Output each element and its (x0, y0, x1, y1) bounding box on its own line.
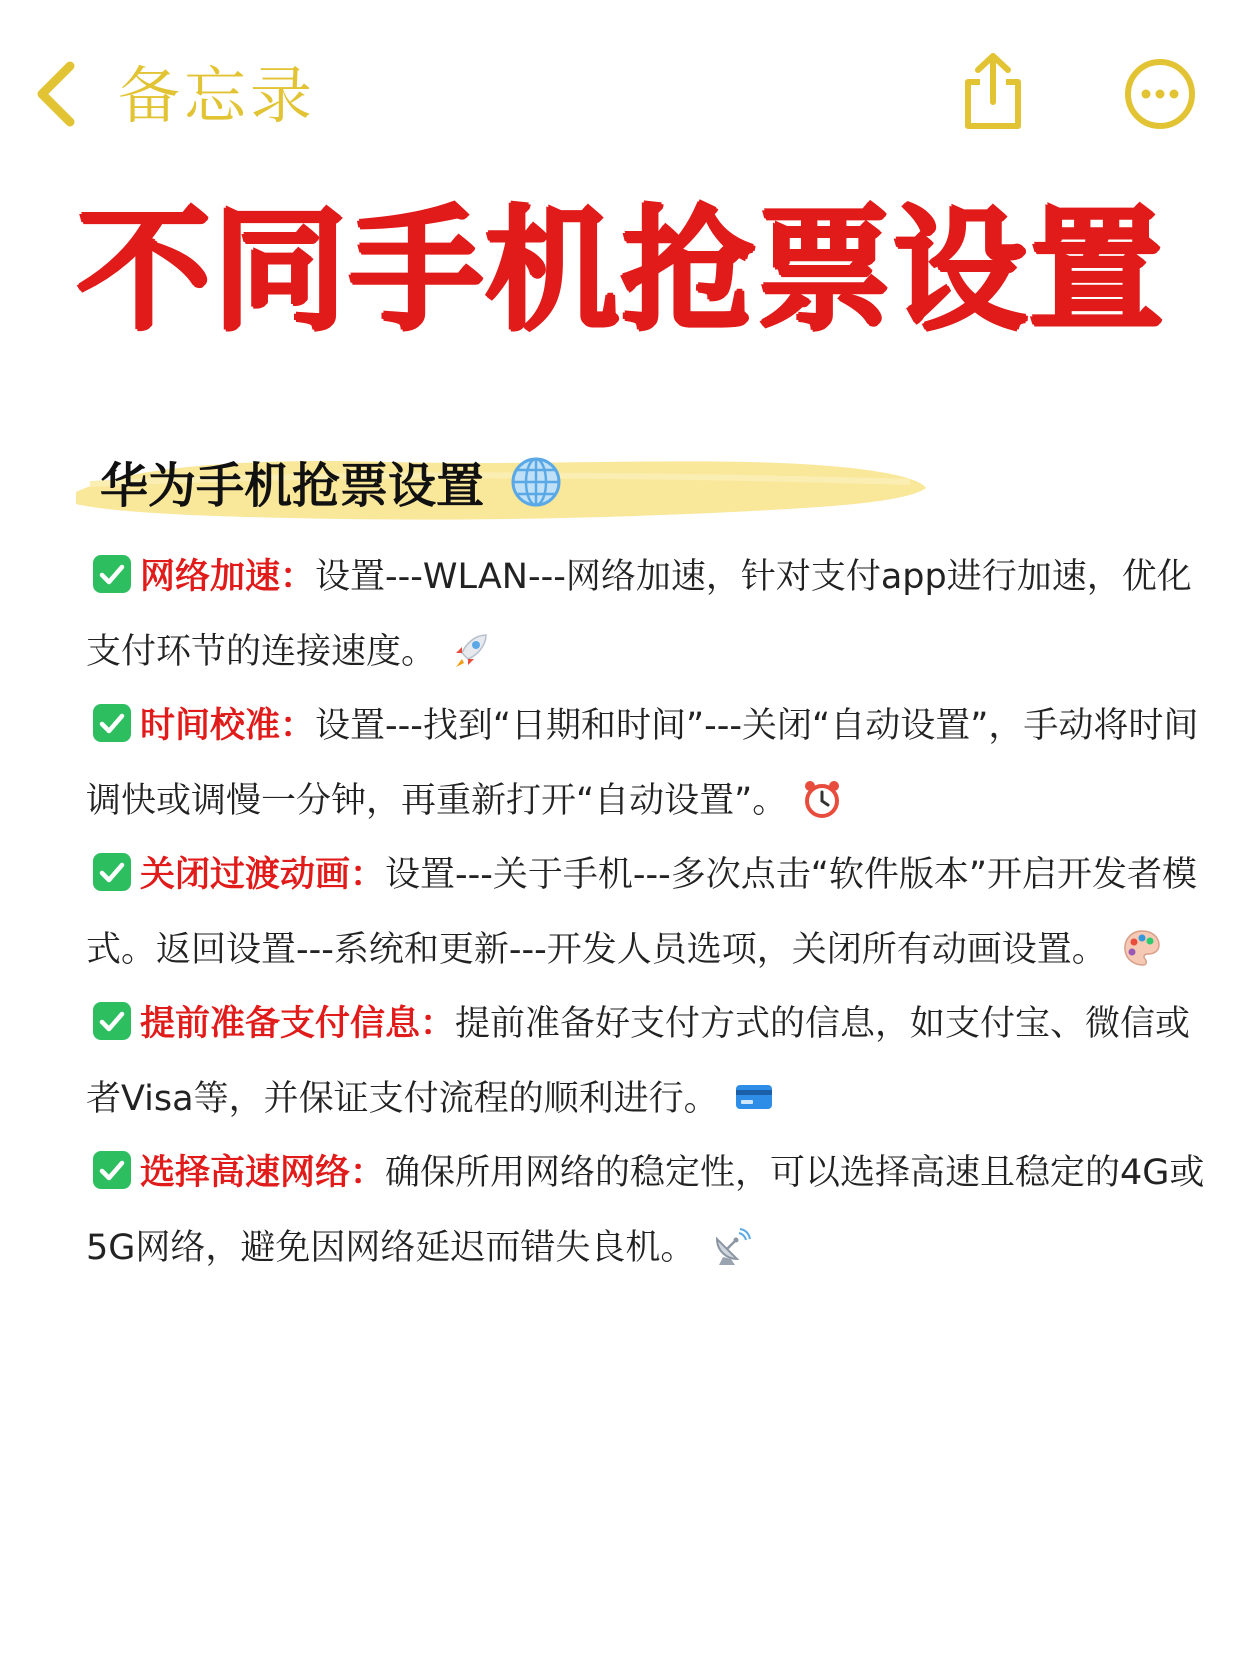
item-text: 确保所用网络的稳定性，可以选择高速且稳定的4G或5G网络，避免因网络延迟而错失良机。 (86, 1153, 1205, 1268)
alarm-clock-icon (801, 778, 843, 820)
item-label: 提前准备支付信息： (140, 1004, 456, 1044)
list-item (86, 689, 1206, 838)
app-title: 备忘录 (118, 59, 317, 132)
check-box-icon (92, 852, 132, 892)
globe-icon (510, 456, 562, 508)
list-item (86, 540, 1206, 689)
check-box-icon (92, 1001, 132, 1041)
section-title: 华为手机抢票设置 (100, 458, 485, 514)
item-text: 设置---找到“日期和时间”---关闭“自动设置”，手动将时间调快或调慢一分钟，再重新打开“自动设置”。 (86, 706, 1199, 821)
check-box-icon (92, 703, 132, 743)
item-label: 时间校准： (140, 706, 316, 746)
item-text: 设置---关于手机---多次点击“软件版本”开启开发者模式。返回设置---系统和更新---开发人员选项，关闭所有动画设置。 (86, 855, 1198, 970)
back-button[interactable] (28, 56, 88, 132)
palette-icon (1121, 927, 1163, 969)
settings-list (86, 540, 1206, 1285)
share-icon (960, 48, 1026, 132)
satellite-antenna-icon (709, 1225, 751, 1267)
list-item (86, 838, 1206, 987)
item-label: 关闭过渡动画： (140, 855, 386, 895)
rocket-icon (450, 629, 492, 671)
credit-card-icon (733, 1076, 775, 1118)
list-item (86, 1136, 1206, 1285)
more-button[interactable] (1124, 58, 1196, 130)
item-label: 选择高速网络： (140, 1153, 386, 1193)
item-text: 设置---WLAN---网络加速，针对支付app进行加速，优化支付环节的连接速度。 (86, 557, 1192, 672)
top-bar (0, 0, 1242, 190)
ellipsis-circle-icon (1124, 58, 1196, 130)
main-title: 不同手机抢票设置 (76, 193, 1165, 349)
check-box-icon (92, 554, 132, 594)
share-button[interactable] (960, 48, 1026, 132)
item-label: 网络加速： (140, 557, 316, 597)
item-text: 提前准备好支付方式的信息，如支付宝、微信或者Visa等，并保证支付流程的顺利进行。 (86, 1004, 1191, 1119)
huawei-section (0, 440, 1242, 1640)
list-item (86, 987, 1206, 1136)
check-box-icon (92, 1150, 132, 1190)
chevron-left-icon (28, 56, 88, 132)
